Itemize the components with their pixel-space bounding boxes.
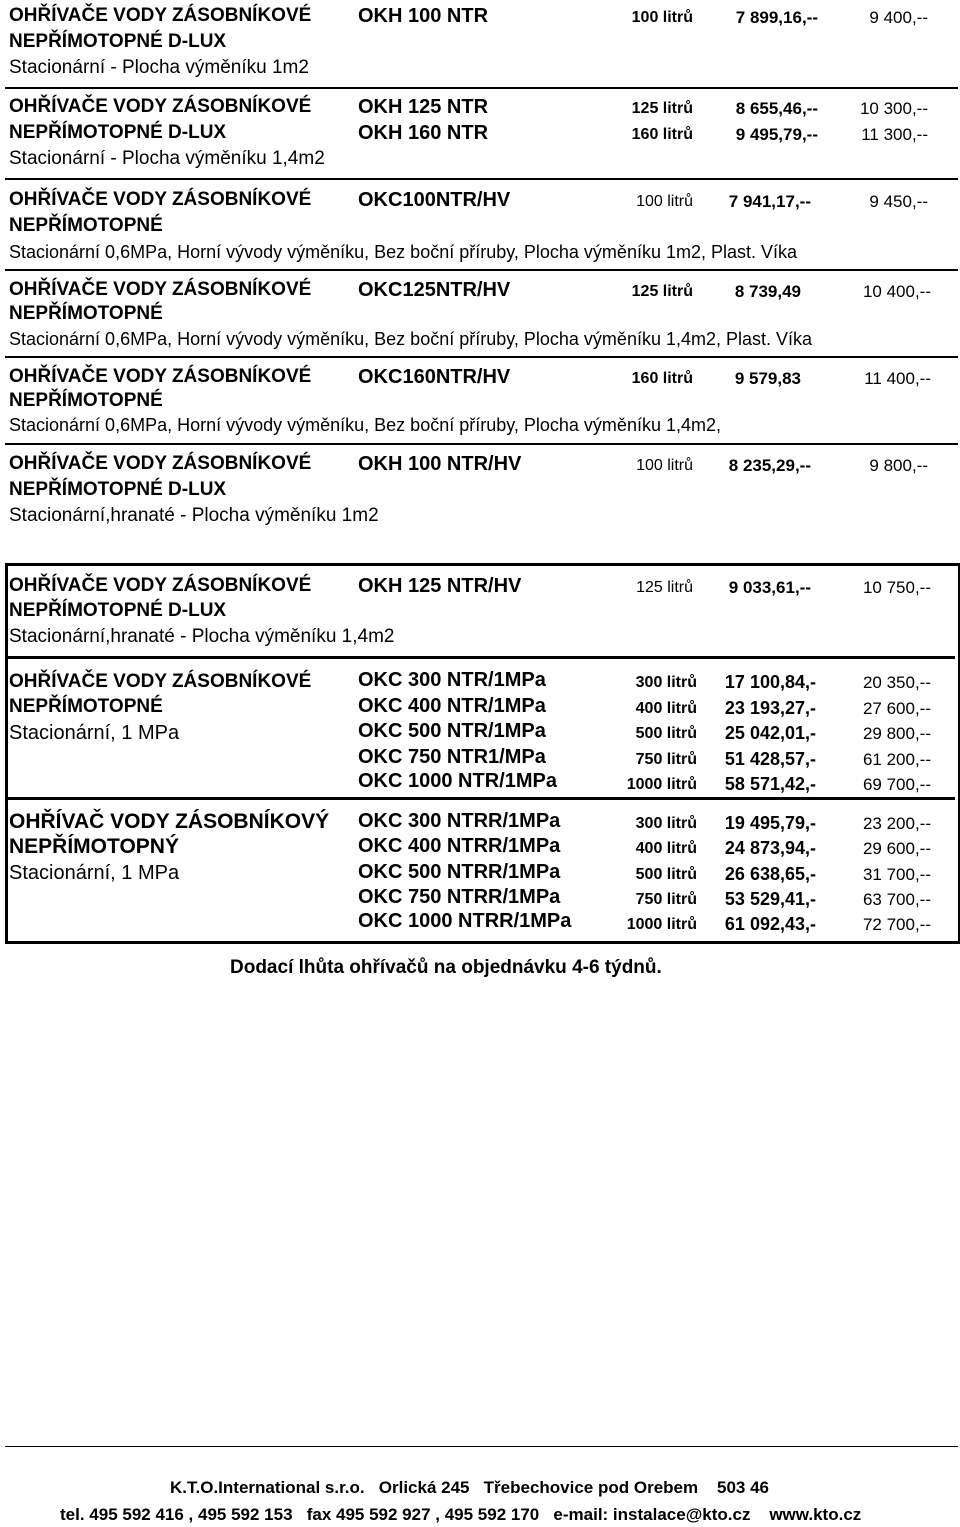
model-name xyxy=(358,720,546,742)
model-name xyxy=(358,746,546,768)
price-net: 9 579,83 xyxy=(734,369,801,388)
category-note: Stacionární 0,6MPa, Horní vývody výměníku, Bez boční příruby, Plocha výměníku 1m2, Plast. Víka xyxy=(9,242,798,262)
category-subtitle: NEPŘÍMOTOPNÉ xyxy=(9,303,163,324)
volume: 160 litrů xyxy=(631,370,693,387)
price-vat: 20 350,-- xyxy=(862,673,931,692)
model-text: OKC 300 NTRR/1MPa xyxy=(358,810,561,832)
price-net: 9 495,79,-- xyxy=(735,125,818,144)
category-spec: Stacionární, 1 MPa xyxy=(9,862,180,884)
category-subtitle: NEPŘÍMOTOPNÉ D-LUX xyxy=(9,479,227,500)
price-net: 51 428,57,- xyxy=(724,749,816,769)
price-vat: 69 700,-- xyxy=(862,775,931,794)
volume: 125 litrů xyxy=(631,283,693,300)
delivery-note: Dodací lhůta ohřívačů na objednávku 4-6 týdnů. xyxy=(230,957,662,978)
model-name xyxy=(358,861,560,883)
model-name: OKH 125 NTR xyxy=(358,96,489,118)
category-note: Stacionární 0,6MPa, Horní vývody výměníku, Bez boční příruby, Plocha výměníku 1,4m2, Plast. Víka xyxy=(9,329,813,349)
category-spec: Stacionární,hranaté - Plocha výměníku 1m2 xyxy=(9,505,379,526)
category-note: Stacionární 0,6MPa, Horní vývody výměníku, Bez boční příruby, Plocha výměníku 1,4m2, xyxy=(9,415,721,435)
volume: 750 litrů xyxy=(635,751,697,768)
row-divider xyxy=(5,356,958,358)
price-net: 8 655,46,-- xyxy=(735,99,818,118)
row-divider xyxy=(5,797,955,800)
model-text: OKC 400 NTRR/1MPa xyxy=(358,835,561,857)
price-vat: 72 700,-- xyxy=(862,915,931,934)
price-vat: 9 800,-- xyxy=(869,456,928,475)
model-text: OKC 750 NTRR/1MPa xyxy=(358,886,561,908)
category-title: OHŘÍVAČ VODY ZÁSOBNÍKOVÝ xyxy=(9,810,330,833)
category-title: OHŘÍVAČE VODY ZÁSOBNÍKOVÉ xyxy=(9,453,312,474)
model-name xyxy=(358,695,546,717)
row-divider xyxy=(5,443,958,445)
model-text: OKC 300 NTR/1MPa xyxy=(358,669,546,691)
volume: 500 litrů xyxy=(635,725,697,742)
category-title: OHŘÍVAČE VODY ZÁSOBNÍKOVÉ xyxy=(9,575,312,596)
model-name xyxy=(358,669,546,691)
volume: 750 litrů xyxy=(635,891,697,908)
category-subtitle: NEPŘÍMOTOPNÉ D-LUX xyxy=(9,122,227,143)
row-divider xyxy=(5,87,958,89)
row-divider xyxy=(5,178,958,180)
model-name: OKH 160 NTR xyxy=(358,122,489,144)
model-name xyxy=(358,835,560,857)
volume: 160 litrů xyxy=(631,126,693,143)
price-vat: 11 300,-- xyxy=(861,125,928,144)
price-vat: 27 600,-- xyxy=(862,699,931,718)
category-title: OHŘÍVAČE VODY ZÁSOBNÍKOVÉ xyxy=(9,96,312,117)
price-net: 24 873,94,- xyxy=(724,838,816,858)
model-text: OKC 500 NTR/1MPa xyxy=(358,720,546,742)
model-text: OKC 1000 NTRR/1MPa xyxy=(358,910,572,932)
price-net: 23 193,27,- xyxy=(724,698,816,718)
category-subtitle: NEPŘÍMOTOPNÉ xyxy=(9,696,163,717)
category-title: OHŘÍVAČE VODY ZÁSOBNÍKOVÉ xyxy=(9,366,312,387)
price-vat: 9 450,-- xyxy=(869,192,928,211)
model-name: OKC160NTR/HV xyxy=(358,366,511,388)
category-title: OHŘÍVAČE VODY ZÁSOBNÍKOVÉ xyxy=(9,189,312,210)
price-net: 19 495,79,- xyxy=(724,813,816,833)
price-vat: 10 300,-- xyxy=(859,99,928,118)
price-net: 25 042,01,- xyxy=(724,723,816,743)
model-name: OKH 100 NTR xyxy=(358,5,489,27)
price-vat: 23 200,-- xyxy=(862,814,931,833)
price-vat: 29 800,-- xyxy=(862,724,931,743)
category-title: OHŘÍVAČE VODY ZÁSOBNÍKOVÉ xyxy=(9,671,312,692)
category-subtitle: NEPŘÍMOTOPNÉ D-LUX xyxy=(9,31,227,52)
price-vat: 63 700,-- xyxy=(862,890,931,909)
price-vat: 9 400,-- xyxy=(869,8,928,27)
price-vat: 61 200,-- xyxy=(862,750,931,769)
price-net: 17 100,84,- xyxy=(724,672,816,692)
volume: 125 litrů xyxy=(636,579,693,596)
price-vat: 10 750,-- xyxy=(862,578,931,597)
model-text: OKC 750 NTR1/MPa xyxy=(358,746,546,768)
price-net: 58 571,42,- xyxy=(724,774,816,794)
model-name: OKH 125 NTR/HV xyxy=(358,575,522,597)
volume: 300 litrů xyxy=(635,674,697,691)
model-name xyxy=(358,810,560,832)
category-subtitle: NEPŘÍMOTOPNÉ D-LUX xyxy=(9,600,227,621)
volume: 400 litrů xyxy=(635,840,697,857)
category-subtitle: NEPŘÍMOTOPNÝ xyxy=(9,835,179,858)
category-title: OHŘÍVAČE VODY ZÁSOBNÍKOVÉ xyxy=(9,5,312,26)
volume: 100 litrů xyxy=(631,9,693,26)
model-name: OKC125NTR/HV xyxy=(358,279,511,301)
category-subtitle: NEPŘÍMOTOPNÉ xyxy=(9,215,163,236)
model-name xyxy=(358,770,557,792)
category-spec: Stacionární - Plocha výměníku 1m2 xyxy=(9,57,309,78)
price-vat: 31 700,-- xyxy=(862,865,931,884)
price-net: 61 092,43,- xyxy=(724,914,816,934)
category-spec: Stacionární,hranaté - Plocha výměníku 1,4m2 xyxy=(9,626,395,647)
volume: 300 litrů xyxy=(635,815,697,832)
volume: 1000 litrů xyxy=(626,916,697,933)
volume: 500 litrů xyxy=(635,866,697,883)
model-name xyxy=(358,910,571,932)
price-net: 9 033,61,-- xyxy=(728,578,811,597)
volume: 1000 litrů xyxy=(626,776,697,793)
volume: 100 litrů xyxy=(636,457,693,474)
category-spec: Stacionární, 1 MPa xyxy=(9,722,180,744)
footer-divider xyxy=(5,1446,958,1447)
price-net: 8 739,49 xyxy=(734,282,801,301)
model-name: OKH 100 NTR/HV xyxy=(358,453,522,475)
category-spec: Stacionární - Plocha výměníku 1,4m2 xyxy=(9,148,325,169)
price-net: 7 941,17,-- xyxy=(728,192,811,211)
price-net: 7 899,16,-- xyxy=(735,8,818,27)
price-net: 26 638,65,- xyxy=(724,864,816,884)
volume: 125 litrů xyxy=(631,100,693,117)
model-name xyxy=(358,886,560,908)
model-text: OKC 1000 NTR/1MPa xyxy=(358,770,557,792)
model-name: OKC100NTR/HV xyxy=(358,189,511,211)
category-title: OHŘÍVAČE VODY ZÁSOBNÍKOVÉ xyxy=(9,279,312,300)
row-divider xyxy=(5,269,958,271)
footer-address: K.T.O.International s.r.o. Orlická 245 Třebechovice pod Orebem 503 46 xyxy=(170,1478,770,1497)
price-vat: 29 600,-- xyxy=(862,839,931,858)
model-text: OKC 400 NTR/1MPa xyxy=(358,695,546,717)
volume: 100 litrů xyxy=(636,193,693,210)
model-text: OKC 500 NTRR/1MPa xyxy=(358,861,561,883)
category-subtitle: NEPŘÍMOTOPNÉ xyxy=(9,390,163,411)
volume: 400 litrů xyxy=(635,700,697,717)
price-vat: 10 400,-- xyxy=(862,282,931,301)
price-net: 53 529,41,- xyxy=(724,889,816,909)
footer-contact: tel. 495 592 416 , 495 592 153 fax 495 592 927 , 495 592 170 e-mail: instalace@kto.cz www.kto.cz xyxy=(60,1505,862,1524)
row-divider xyxy=(5,656,955,659)
price-net: 8 235,29,-- xyxy=(728,456,811,475)
price-vat: 11 400,-- xyxy=(864,369,931,388)
